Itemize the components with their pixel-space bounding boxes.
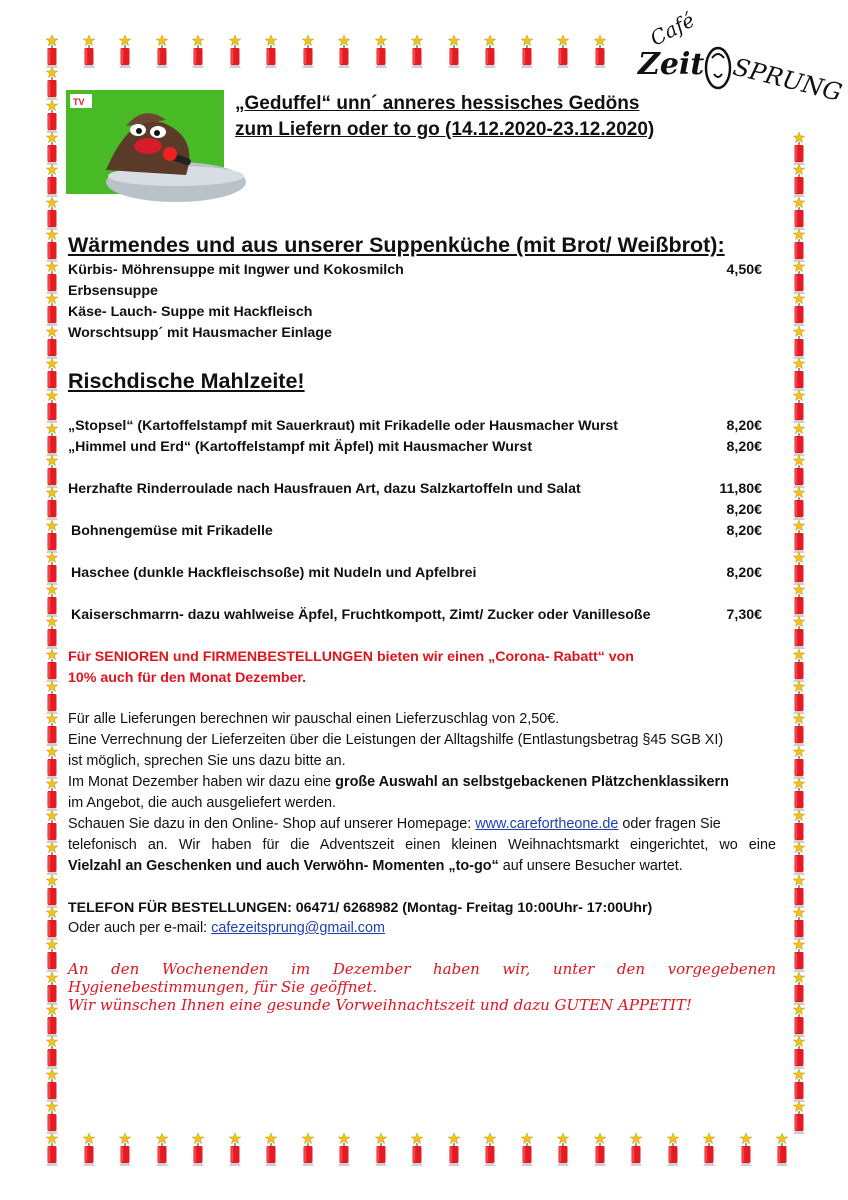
- candle-icon: [45, 390, 59, 424]
- candle-icon: [45, 616, 59, 650]
- candle-icon: [447, 1133, 461, 1167]
- email-prefix: Oder auch per e-mail:: [68, 920, 212, 936]
- candle-icon: [45, 293, 59, 327]
- candle-icon: [45, 1133, 59, 1167]
- soup-price: 4,50€: [726, 262, 762, 278]
- homepage-link[interactable]: www.carefortheone.de: [475, 816, 619, 832]
- candle-icon: [45, 972, 59, 1006]
- closing-line2: Hygienebestimmungen, für Sie geöffnet.: [68, 978, 378, 996]
- info-bold-text: große Auswahl an selbstgebackenen Plätzchenklassikern: [335, 774, 729, 790]
- candle-icon: [45, 810, 59, 844]
- puppet-photo: [66, 90, 224, 194]
- email-link[interactable]: cafezeitsprung@gmail.com: [211, 920, 385, 936]
- candle-icon: [410, 1133, 424, 1167]
- candle-icon: [629, 1133, 643, 1167]
- candle-icon: [792, 293, 806, 327]
- candle-icon: [82, 1133, 96, 1167]
- info-bold-text: Vielzahl an Geschenken und auch Verwöhn- Momenten „to-go“: [68, 858, 499, 874]
- candle-icon: [666, 1133, 680, 1167]
- candle-icon: [191, 1133, 205, 1167]
- candle-icon: [792, 907, 806, 941]
- candle-icon: [593, 35, 607, 69]
- candle-icon: [792, 390, 806, 424]
- candle-icon: [45, 326, 59, 360]
- candle-icon: [792, 746, 806, 780]
- candle-icon: [792, 616, 806, 650]
- closing-line1: An den Wochenenden im Dezember haben wir, unter den vorgegebenen: [68, 960, 776, 978]
- candle-icon: [45, 778, 59, 812]
- candle-icon: [792, 681, 806, 715]
- candle-icon: [792, 552, 806, 586]
- candle-icon: [45, 584, 59, 618]
- meal-item: Kaiserschmarrn- dazu wahlweise Äpfel, Fruchtkompott, Zimt/ Zucker oder Vanillesoße: [71, 607, 651, 623]
- candle-icon: [45, 1069, 59, 1103]
- candle-icon: [45, 875, 59, 909]
- soup-item: Käse- Lauch- Suppe mit Hackfleisch: [68, 304, 313, 320]
- info-line: im Angebot, die auch ausgeliefert werden.: [68, 795, 336, 811]
- candle-icon: [520, 1133, 534, 1167]
- candle-icon: [792, 810, 806, 844]
- candle-icon: [792, 326, 806, 360]
- candle-icon: [45, 681, 59, 715]
- candle-icon: [45, 842, 59, 876]
- meal-price: 8,20€: [726, 523, 762, 539]
- candle-icon: [337, 1133, 351, 1167]
- candle-icon: [792, 939, 806, 973]
- photo-badge: TV: [73, 97, 85, 107]
- info-line: telefonisch an. Wir haben für die Adventszeit einen kleinen Weihnachtsmarkt eingerichtet, wo eine: [68, 837, 776, 853]
- phone-line: TELEFON FÜR BESTELLUNGEN: 06471/ 6268982 (Montag- Freitag 10:00Uhr- 17:00Uhr): [68, 900, 653, 916]
- info-line: [68, 816, 776, 832]
- candle-icon: [556, 1133, 570, 1167]
- meal-price: 8,20€: [726, 439, 762, 455]
- meal-item: Bohnengemüse mit Frikadelle: [71, 523, 273, 539]
- candle-icon: [118, 1133, 132, 1167]
- soups-heading: Wärmendes und aus unserer Suppenküche (mit Brot/ Weißbrot):: [68, 233, 725, 257]
- candle-icon: [45, 455, 59, 489]
- page-title-line1: „Geduffel“ unn´ anneres hessisches Gedöns: [235, 93, 640, 114]
- candle-icon: [228, 1133, 242, 1167]
- candle-icon: [792, 1004, 806, 1038]
- candle-icon: [792, 875, 806, 909]
- candle-icon: [483, 1133, 497, 1167]
- info-line: [68, 774, 776, 790]
- candle-icon: [45, 261, 59, 295]
- meal-price: 11,80€: [719, 481, 762, 497]
- meal-item: Haschee (dunkle Hackfleischsoße) mit Nudeln und Apfelbrei: [71, 565, 477, 581]
- candle-icon: [410, 35, 424, 69]
- candle-icon: [593, 1133, 607, 1167]
- candle-icon: [45, 229, 59, 263]
- candle-icon: [792, 1069, 806, 1103]
- candle-icon: [45, 487, 59, 521]
- candle-icon: [792, 713, 806, 747]
- candle-icon: [792, 197, 806, 231]
- candle-icon: [792, 229, 806, 263]
- meal-item: „Stopsel“ (Kartoffelstampf mit Sauerkraut) mit Frikadelle oder Hausmacher Wurst: [68, 418, 619, 434]
- logo-name-text: Zeit: [638, 47, 705, 82]
- candle-icon: [792, 520, 806, 554]
- candle-icon: [45, 746, 59, 780]
- candle-icon: [792, 1101, 806, 1135]
- candle-icon: [45, 1004, 59, 1038]
- candle-icon: [155, 35, 169, 69]
- page-title-line2: zum Liefern oder to go (14.12.2020-23.12.2020): [235, 119, 655, 140]
- candle-icon: [337, 35, 351, 69]
- candle-icon: [792, 358, 806, 392]
- email-line: [68, 920, 776, 936]
- candle-icon: [374, 35, 388, 69]
- logo-sprung-text: SPRUNG: [730, 52, 845, 107]
- candle-icon: [45, 552, 59, 586]
- candle-icon: [45, 713, 59, 747]
- candle-icon: [45, 197, 59, 231]
- closing-line3: Wir wünschen Ihnen eine gesunde Vorweihnachtszeit und dazu GUTEN APPETIT!: [68, 996, 692, 1014]
- meal-price: 8,20€: [726, 502, 762, 518]
- candle-icon: [45, 100, 59, 134]
- info-text: Im Monat Dezember haben wir dazu eine: [68, 774, 336, 790]
- meals-heading: Rischdische Mahlzeite!: [68, 369, 305, 393]
- candle-icon: [447, 35, 461, 69]
- candle-icon: [228, 35, 242, 69]
- candle-icon: [118, 35, 132, 69]
- candle-icon: [792, 649, 806, 683]
- candle-icon: [792, 584, 806, 618]
- candle-icon: [520, 35, 534, 69]
- info-text: auf unsere Besucher wartet.: [498, 858, 683, 874]
- meal-price: 7,30€: [726, 607, 762, 623]
- candle-icon: [45, 1101, 59, 1135]
- candle-icon: [45, 939, 59, 973]
- candle-icon: [45, 649, 59, 683]
- candle-icon: [45, 132, 59, 166]
- candle-icon: [155, 1133, 169, 1167]
- candle-icon: [301, 35, 315, 69]
- meal-price: 8,20€: [726, 418, 762, 434]
- candle-icon: [191, 35, 205, 69]
- candle-icon: [264, 35, 278, 69]
- candle-icon: [775, 1133, 789, 1167]
- info-line: Für alle Lieferungen berechnen wir pauschal einen Lieferzuschlag von 2,50€.: [68, 711, 560, 727]
- candle-icon: [792, 842, 806, 876]
- candle-icon: [792, 261, 806, 295]
- soup-item: Kürbis- Möhrensuppe mit Ingwer und Kokosmilch: [68, 262, 404, 278]
- candle-icon: [301, 1133, 315, 1167]
- soup-item: Erbsensuppe: [68, 283, 158, 299]
- candle-icon: [45, 1036, 59, 1070]
- info-text: oder fragen Sie: [618, 816, 721, 832]
- candle-icon: [739, 1133, 753, 1167]
- candle-icon: [45, 35, 59, 69]
- candle-icon: [792, 487, 806, 521]
- candle-icon: [792, 455, 806, 489]
- soup-item: Worschtsupp´ mit Hausmacher Einlage: [68, 325, 332, 341]
- candle-icon: [556, 35, 570, 69]
- info-line: Eine Verrechnung der Lieferzeiten über die Leistungen der Alltagshilfe (Entlastungsbetrag §45 SGB XI): [68, 732, 724, 748]
- info-line: [68, 858, 776, 874]
- candle-icon: [483, 35, 497, 69]
- candle-icon: [264, 1133, 278, 1167]
- candle-icon: [45, 520, 59, 554]
- promo-line1: Für SENIOREN und FIRMENBESTELLUNGEN bieten wir einen „Corona- Rabatt“ von: [68, 649, 634, 665]
- candle-icon: [792, 778, 806, 812]
- candle-icon: [82, 35, 96, 69]
- cafe-zeitsprung-logo: [632, 7, 845, 118]
- candle-icon: [45, 67, 59, 101]
- meal-item: Herzhafte Rinderroulade nach Hausfrauen Art, dazu Salzkartoffeln und Salat: [68, 481, 581, 497]
- meal-price: 8,20€: [726, 565, 762, 581]
- candle-icon: [792, 1036, 806, 1070]
- candle-icon: [792, 423, 806, 457]
- candle-icon: [374, 1133, 388, 1167]
- candle-icon: [45, 164, 59, 198]
- info-text: Schauen Sie dazu in den Online- Shop auf unserer Homepage:: [68, 816, 476, 832]
- candle-icon: [702, 1133, 716, 1167]
- candle-icon: [45, 358, 59, 392]
- candle-icon: [792, 164, 806, 198]
- meal-item: „Himmel und Erd“ (Kartoffelstampf mit Äpfel) mit Hausmacher Wurst: [68, 439, 533, 455]
- candle-icon: [792, 132, 806, 166]
- logo-cafe-text: Café: [646, 7, 699, 51]
- promo-line2: 10% auch für den Monat Dezember.: [68, 670, 307, 686]
- candle-icon: [792, 972, 806, 1006]
- candle-icon: [45, 423, 59, 457]
- info-line: ist möglich, sprechen Sie uns dazu bitte an.: [68, 753, 346, 769]
- candle-icon: [45, 907, 59, 941]
